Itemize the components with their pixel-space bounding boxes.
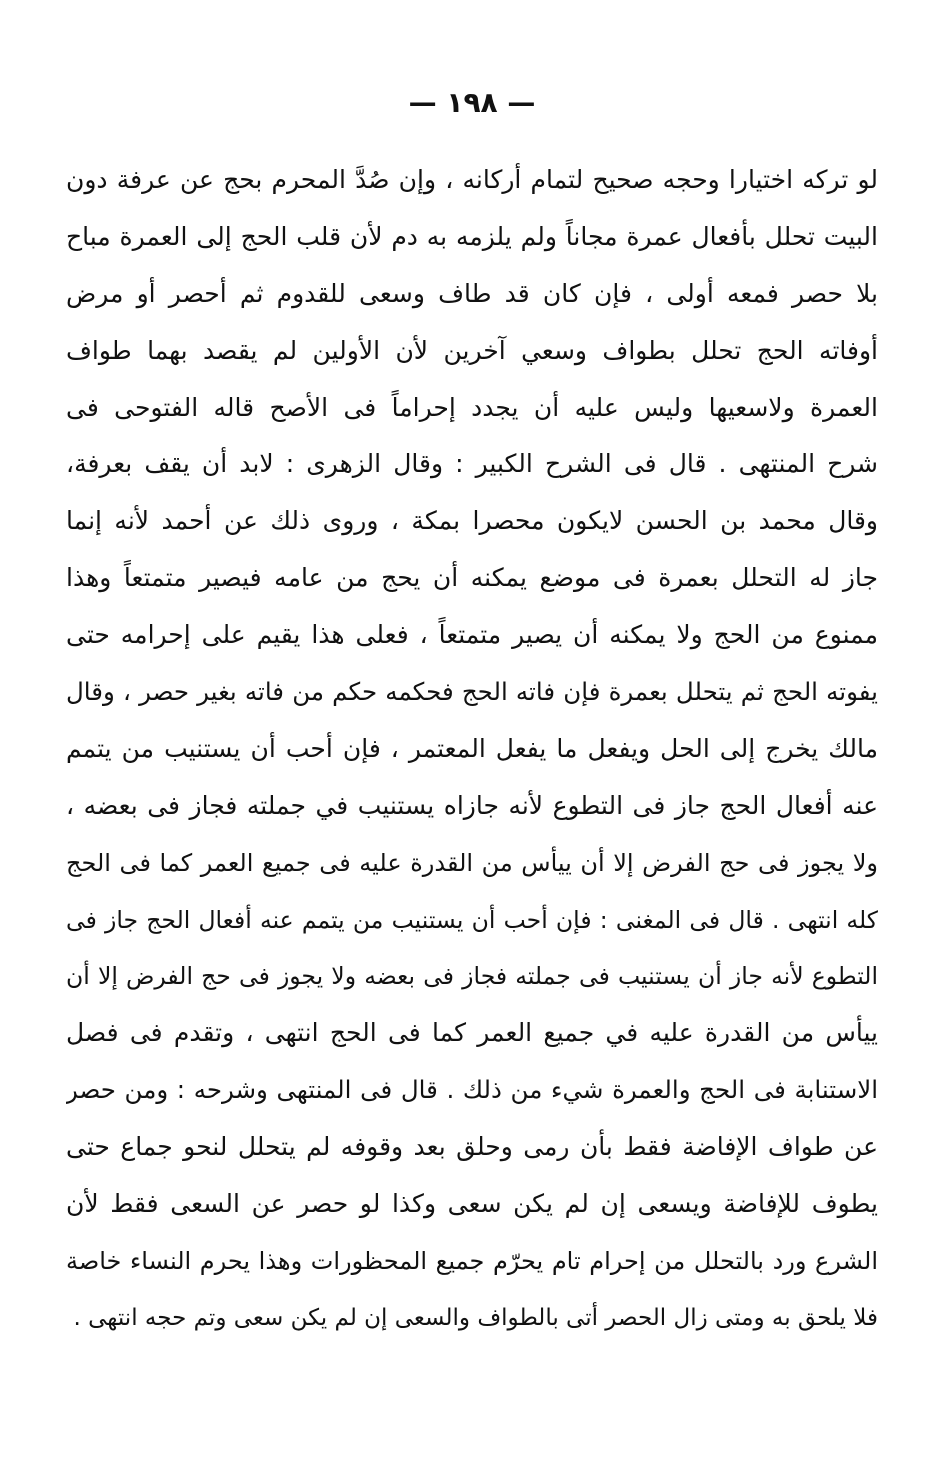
text-line: شرح المنتهى . قال فى الشرح الكبير : وقال الزهرى : لابد أن يقف بعرفة، [66, 449, 878, 479]
text-line: لو تركه اختيارا وحجه صحيح لتمام أركانه ، وإن صُدَّ المحرم بحج عن عرفة دون [66, 165, 878, 194]
text-line: يفوته الحج ثم يتحلل بعمرة فإن فاته الحج فحكمه حكم من فاته بغير حصر ، وقال [66, 677, 878, 707]
text-line: يطوف للإفاضة ويسعى إن لم يكن سعى وكذا لو حصر عن السعى فقط لأن [66, 1189, 878, 1219]
text-line: ولا يجوز فى حج الفرض إلا أن ييأس من القدرة عليه فى جميع العمر كما فى الحج [66, 848, 878, 877]
text-line: مالك يخرج إلى الحل ويفعل ما يفعل المعتمر ، فإن أحب أن يستنيب من يتمم [66, 733, 878, 763]
text-line-last: فلا يلحق به ومتى زال الحصر أتى بالطواف والسعى إن لم يكن سعى وتم حجه انتهى . [73, 1304, 878, 1331]
text-line: عنه أفعال الحج جاز فى التطوع لأنه جازاه يستنيب في جملته فجاز فى بعضه ، [66, 790, 878, 820]
text-line: التطوع لأنه جاز أن يستنيب فى جملته فجاز فى بعضه ولا يجوز فى حج الفرض إلا أن [66, 962, 878, 991]
text-line: ييأس من القدرة عليه في جميع العمر كما فى الحج انتهى ، وتقدم فى فصل [66, 1018, 878, 1048]
text-line: الاستنابة فى الحج والعمرة شيء من ذلك . قال فى المنتهى وشرحه : ومن حصر [66, 1075, 878, 1105]
text-line: كله انتهى . قال فى المغنى : فإن أحب أن يستنيب من يتمم عنه أفعال الحج جاز فى [66, 905, 878, 934]
text-line: البيت تحلل بأفعال عمرة مجاناً ولم يلزمه به دم لأن قلب الحج إلى العمرة مباح [66, 221, 878, 251]
text-line: عن طواف الإفاضة فقط بأن رمى وحلق بعد وقوفه لم يتحلل لنحو جماع حتى [66, 1132, 878, 1162]
text-line: ممنوع من الحج ولا يمكنه أن يصير متمتعاً ، فعلى هذا يقيم على إحرامه حتى [66, 620, 878, 650]
text-line: أوفاته الحج تحلل بطواف وسعي آخرين لأن الأولين لم يقصد بهما طواف [66, 335, 878, 365]
page-number: — ١٩٨ — [408, 86, 536, 119]
body-text [66, 152, 878, 1347]
text-line: بلا حصر فمعه أولى ، فإن كان قد طاف وسعى للقدوم ثم أحصر أو مرض [66, 278, 878, 308]
text-line: الشرع ورد بالتحلل من إحرام تام يحرّم جميع المحظورات وهذا يحرم النساء خاصة [66, 1246, 878, 1275]
text-line: العمرة ولاسعيها وليس عليه أن يجدد إحراماً فى الأصح قاله الفتوحى فى [66, 392, 878, 422]
text-line: وقال محمد بن الحسن لايكون محصرا بمكة ، وروى ذلك عن أحمد لأنه إنما [66, 506, 878, 536]
text-line: جاز له التحلل بعمرة فى موضع يمكنه أن يحج من عامه فيصير متمتعاً وهذا [66, 563, 878, 593]
